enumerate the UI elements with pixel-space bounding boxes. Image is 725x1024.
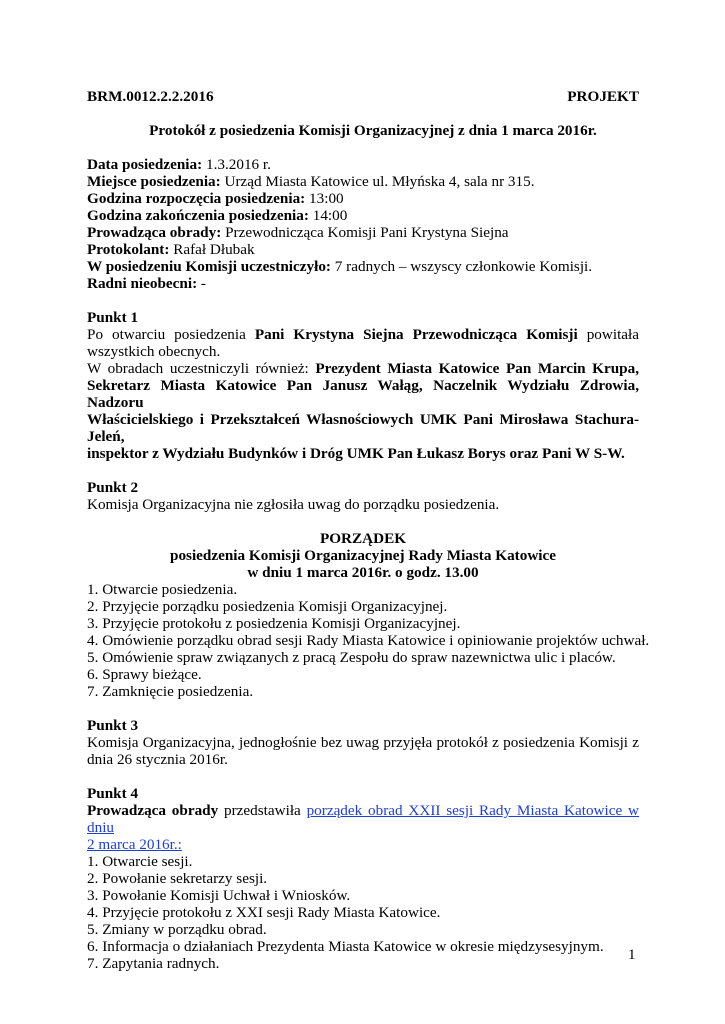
paragraph-line: Właścicielskiego i Przekształceń Własnościowych UMK Pani Mirosława Stachura-Jeleń, [87, 411, 639, 445]
meta-label: Radni nieobecni: [87, 275, 198, 292]
agenda-item: 1. Otwarcie posiedzenia. [87, 581, 238, 598]
paragraph-line: dnia 26 stycznia 2016r. [87, 751, 228, 768]
paragraph-line: Sekretarz Miasta Katowice Pan Janusz Wałąg, Naczelnik Wydziału Zdrowia, Nadzoru [87, 377, 639, 411]
section-heading: Punkt 1 [87, 309, 139, 326]
document-status: PROJEKT [567, 88, 639, 105]
paragraph-line: inspektor z Wydziału Budynków i Dróg UMK Pan Łukasz Borys oraz Pani W S-W. [87, 445, 625, 462]
session-item: 7. Zapytania radnych. [87, 955, 220, 972]
session-item: 4. Przyjęcie protokołu z XXI sesji Rady Miasta Katowice. [87, 904, 441, 921]
document-body [87, 88, 650, 972]
meta-label: Protokolant: [87, 241, 170, 258]
meta-chair [87, 224, 639, 241]
text: powitała [577, 326, 639, 343]
meta-place [87, 173, 639, 190]
agenda-item: 3. Przyjęcie protokołu z posiedzenia Komisji Organizacyjnej. [87, 615, 461, 632]
agenda-link[interactable]: 2 marca 2016r.: [87, 836, 182, 853]
session-item: 5. Zmiany w porządku obrad. [87, 921, 267, 938]
agenda-item: 2. Przyjęcie porządku posiedzenia Komisji Organizacyjnej. [87, 598, 448, 615]
document-header [87, 88, 639, 105]
section-heading: Punkt 4 [87, 785, 139, 802]
meta-label: Miejsce posiedzenia: [87, 173, 221, 190]
meta-value: 7 radnych – wszyscy członkowie Komisji. [330, 258, 593, 275]
chair-name: Pani Krystyna Siejna Przewodnicząca Komisji [254, 326, 578, 343]
section-punkt-3 [87, 717, 639, 768]
meta-value: Przewodnicząca Komisji Pani Krystyna Siejna [221, 224, 509, 241]
session-item: 6. Informacja o działaniach Prezydenta Miasta Katowice w okresie międzysesyjnym. [87, 938, 604, 955]
agenda-block [87, 530, 650, 700]
agenda-item: 6. Sprawy bieżące. [87, 666, 202, 683]
chair-label: Prowadząca obrady [87, 802, 219, 819]
paragraph-line [87, 836, 639, 853]
section-punkt-2 [87, 479, 639, 513]
meta-absent [87, 275, 639, 292]
meta-value: 14:00 [308, 207, 348, 224]
meta-end-time [87, 207, 639, 224]
text: W obradach uczestniczyli również: [87, 360, 316, 377]
agenda-link[interactable]: porządek obrad XXII sesji Rady Miasta Katowice w dniu [87, 802, 639, 836]
session-item: 2. Powołanie sekretarzy sesji. [87, 870, 268, 887]
paragraph-line: Komisja Organizacyjna, jednogłośnie bez uwag przyjęła protokół z posiedzenia Komisji z [87, 734, 639, 751]
meta-block [87, 156, 639, 292]
document-title: Protokół z posiedzenia Komisji Organizacyjnej z dnia 1 marca 2016r. [149, 122, 597, 139]
meta-label: Prowadząca obrady: [87, 224, 222, 241]
agenda-subtitle: w dniu 1 marca 2016r. o godz. 13.00 [247, 564, 479, 581]
agenda-title: PORZĄDEK [319, 530, 407, 547]
meta-value: 13:00 [305, 190, 344, 207]
meta-attendance [87, 258, 639, 275]
meta-value: Urząd Miasta Katowice ul. Młyńska 4, sala nr 315. [220, 173, 535, 190]
text: Po otwarciu posiedzenia [87, 326, 255, 343]
paragraph-line [87, 802, 639, 836]
meta-value: 1.3.2016 r. [202, 156, 271, 173]
session-item: 3. Powołanie Komisji Uchwał i Wniosków. [87, 887, 351, 904]
meta-value: - [197, 275, 206, 292]
meta-value: Rafał Dłubak [169, 241, 255, 258]
document-reference: BRM.0012.2.2.2016 [87, 88, 214, 105]
agenda-item: 7. Zamknięcie posiedzenia. [87, 683, 254, 700]
section-punkt-1 [87, 309, 639, 462]
paragraph-line: wszystkich obecnych. [87, 343, 221, 360]
session-item: 1. Otwarcie sesji. [87, 853, 193, 870]
meta-date [87, 156, 639, 173]
paragraph-line: Komisja Organizacyjna nie zgłosiła uwag do porządku posiedzenia. [87, 496, 500, 513]
meta-start-time [87, 190, 639, 207]
meta-label: Data posiedzenia: [87, 156, 203, 173]
meta-label: Godzina zakończenia posiedzenia: [87, 207, 309, 224]
section-heading: Punkt 3 [87, 717, 139, 734]
meta-secretary [87, 241, 639, 258]
agenda-item: 5. Omówienie spraw związanych z pracą Zespołu do spraw nazewnictwa ulic i placów. [87, 649, 616, 666]
meta-label: W posiedzeniu Komisji uczestniczyło: [87, 258, 331, 275]
agenda-item: 4. Omówienie porządku obrad sesji Rady Miasta Katowice i opiniowanie projektów uchwał. [87, 632, 650, 649]
section-heading: Punkt 2 [87, 479, 139, 496]
paragraph-line [87, 326, 639, 343]
agenda-subtitle: posiedzenia Komisji Organizacyjnej Rady Miasta Katowice [170, 547, 556, 564]
paragraph-line [87, 360, 639, 377]
guest-name: Prezydent Miasta Katowice Pan Marcin Krupa, [315, 360, 640, 377]
section-punkt-4 [87, 785, 639, 972]
meta-label: Godzina rozpoczęcia posiedzenia: [87, 190, 306, 207]
text: przedstawiła [218, 802, 307, 819]
page-number: 1 [628, 947, 636, 963]
